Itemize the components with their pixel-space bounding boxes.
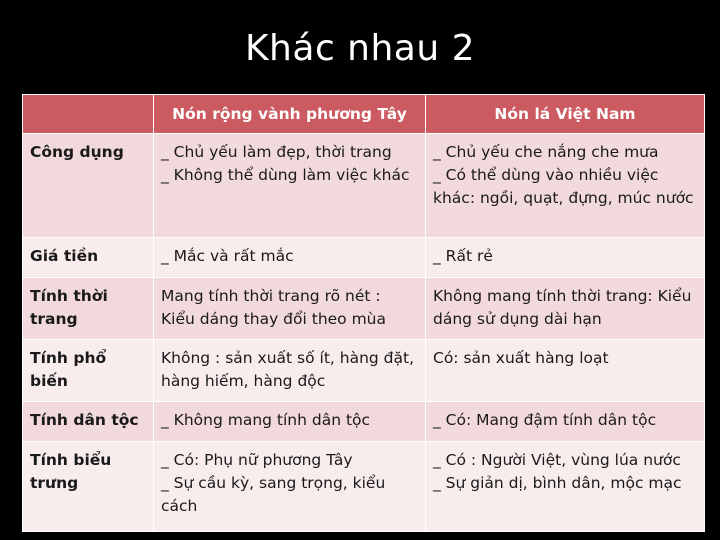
table-row [23,238,705,278]
comparison-table [22,94,705,532]
cell-vietnamese-ethnicity [426,402,705,442]
cell-line: _ Có: Mang đậm tính dân tộc [433,411,657,429]
cell-line: Mang tính thời trang rõ nét : Kiểu dáng thay đổi theo mùa [161,287,387,328]
table-row [23,442,705,532]
cell-vietnamese-fashion [426,278,705,340]
cell-line: _ Không mang tính dân tộc [161,411,371,429]
table-row [23,278,705,340]
table-row [23,402,705,442]
cell-line: _ Sự giản dị, bình dân, mộc mạc [433,474,682,492]
header-vietnamese-hat: Nón lá Việt Nam [426,95,705,134]
row-label-usage: Công dụng [23,134,154,238]
cell-line: _ Chủ yếu làm đẹp, thời trang [161,143,392,161]
cell-western-usage [154,134,426,238]
cell-line: _ Có : Người Việt, vùng lúa nước [433,451,681,469]
cell-line: _ Có thể dùng vào nhiều việc khác: ngồi, quạt, đựng, múc nước [433,166,694,207]
cell-line: _ Sự cầu kỳ, sang trọng, kiểu cách [161,474,391,515]
cell-line: _ Chủ yếu che nắng che mưa [433,143,659,161]
header-western-hat: Nón rộng vành phương Tây [154,95,426,134]
row-label-fashion: Tính thời trang [23,278,154,340]
cell-line: _ Rất rẻ [433,247,493,265]
cell-vietnamese-popularity [426,340,705,402]
table-row [23,134,705,238]
cell-western-fashion [154,278,426,340]
cell-line: Không mang tính thời trang: Kiểu dáng sử dụng dài hạn [433,287,697,328]
cell-western-symbolism [154,442,426,532]
cell-line: Có: sản xuất hàng loạt [433,349,609,367]
cell-vietnamese-usage [426,134,705,238]
cell-vietnamese-symbolism [426,442,705,532]
table-row [23,340,705,402]
row-label-symbolism: Tính biểu trưng [23,442,154,532]
cell-western-price [154,238,426,278]
table-header-row [23,95,705,134]
header-corner-cell [23,95,154,134]
row-label-ethnicity: Tính dân tộc [23,402,154,442]
cell-line: Không : sản xuất số ít, hàng đặt, hàng hiếm, hàng độc [161,349,419,390]
cell-line: _ Mắc và rất mắc [161,247,294,265]
row-label-price: Giá tiền [23,238,154,278]
cell-western-ethnicity [154,402,426,442]
cell-vietnamese-price [426,238,705,278]
cell-western-popularity [154,340,426,402]
row-label-popularity: Tính phổ biến [23,340,154,402]
cell-line: _ Có: Phụ nữ phương Tây [161,451,353,469]
slide-title: Khác nhau 2 [244,28,476,69]
cell-line: _ Không thể dùng làm việc khác [161,166,410,184]
